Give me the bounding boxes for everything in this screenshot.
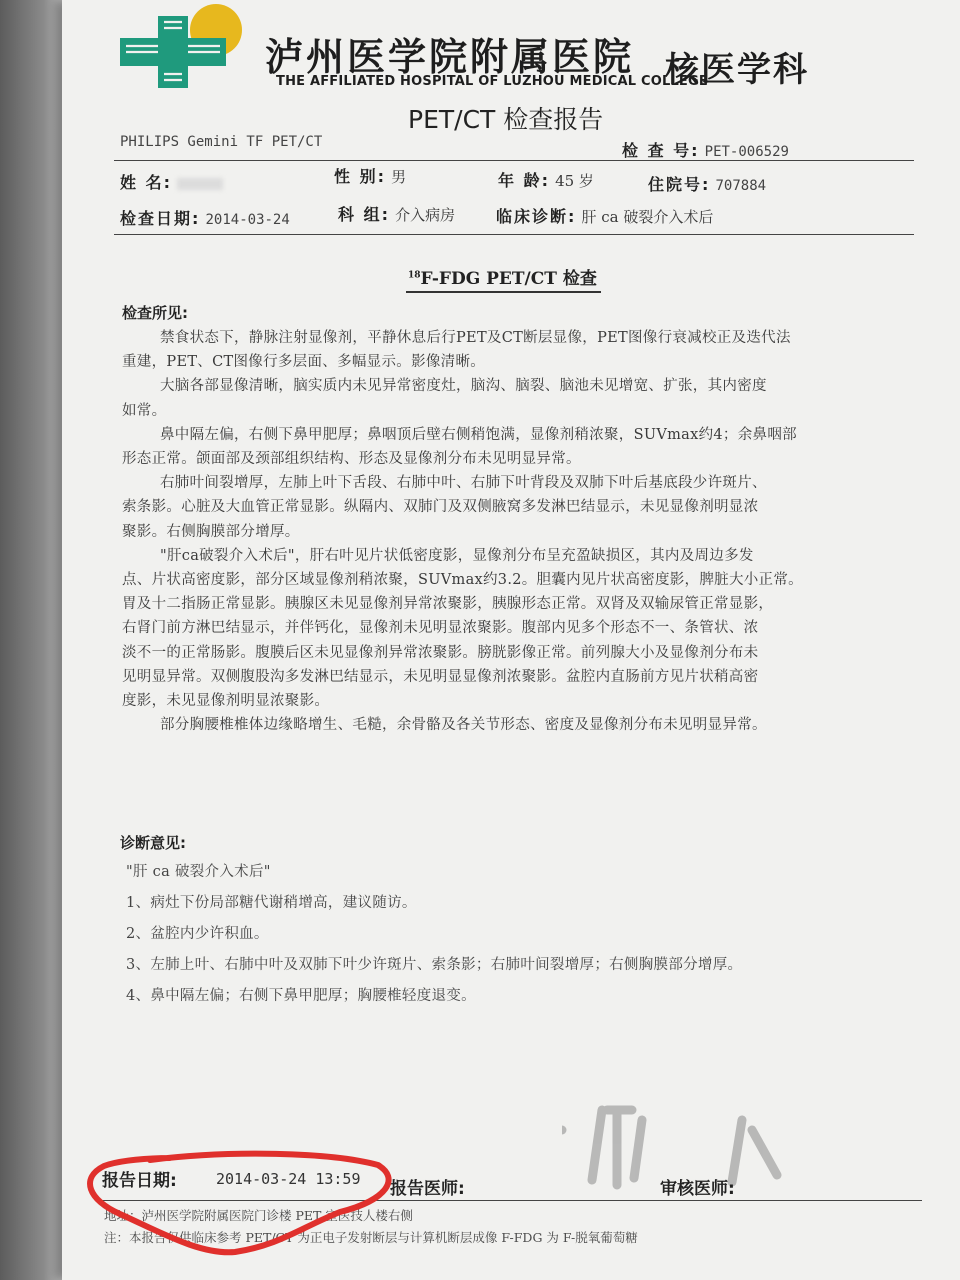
diagnosis-line: 1、病灶下份局部糖代谢稍增高，建议随访。 <box>126 895 417 911</box>
findings-line: 胃及十二指肠正常显影。胰腺区未见显像剂异常浓聚影，胰腺形态正常。双肾及双输尿管正常显影， <box>122 596 774 612</box>
ward-label: 科 组: <box>338 205 390 224</box>
exam-date <box>120 206 290 229</box>
findings-line: 右肺叶间裂增厚，左肺上叶下舌段、右肺中叶、右肺下叶背段及双肺下叶后基底段少许斑片、 <box>160 475 767 491</box>
exam-number-label: 检 查 号: <box>622 141 700 160</box>
hospital-name-cn: 泸州医学院附属医院 <box>265 35 635 79</box>
sex-value: 男 <box>391 168 407 186</box>
findings-line: 索条影。心脏及大血管正常显影。纵隔内、双肺门及双侧腋窝多发淋巴结显示，未见显像剂明显浓 <box>122 499 759 515</box>
footer-divider <box>102 1200 922 1201</box>
redacted-name <box>177 178 223 190</box>
report-page <box>62 0 960 1280</box>
hospital-name-en: THE AFFILIATED HOSPITAL OF LUZHOU MEDICAL COLLEGE <box>276 74 708 89</box>
clinical-diagnosis <box>496 204 713 227</box>
findings-line: 形态正常。颌面部及颈部组织结构、形态及显像剂分布未见明显异常。 <box>122 451 581 467</box>
age-value: 45 岁 <box>555 172 594 190</box>
department-name: 核医学科 <box>665 50 809 90</box>
age-label: 年 龄: <box>498 171 550 190</box>
isotope-mass: 18 <box>408 270 421 281</box>
findings-line: "肝ca破裂介入术后"，肝右叶见片状低密度影，显像剂分布呈充盈缺损区，其内及周边多发 <box>160 548 754 564</box>
sex-label: 性 别: <box>334 167 386 186</box>
diagnosis-line: 2、盆腔内少许积血。 <box>126 926 269 942</box>
inpatient-label: 住院号: <box>648 175 711 194</box>
report-date-value: 2014-03-24 13:59 <box>216 1170 361 1188</box>
findings-line: 点、片状高密度影，部分区域显像剂稍浓聚，SUVmax约3.2。胆囊内见片状高密度影，脾脏大小正常。 <box>122 572 803 588</box>
device-name: PHILIPS Gemini TF PET/CT <box>120 134 323 150</box>
diagnosis-line: "肝 ca 破裂介入术后" <box>126 864 271 880</box>
findings-line: 度影，未见显像剂明显浓聚影。 <box>122 693 330 709</box>
patient-age <box>498 168 594 191</box>
findings-line: 见明显异常。双侧腹股沟多发淋巴结显示，未见明显显像剂浓聚影。盆腔内直肠前方见片状稍高密 <box>122 669 759 685</box>
reviewer-label: 审核医师: <box>660 1179 735 1199</box>
patient-name <box>120 170 223 193</box>
clinical-value: 肝 ca 破裂介入术后 <box>581 208 714 226</box>
exam-number <box>622 138 789 161</box>
report-date-label: 报告日期: <box>102 1171 177 1191</box>
patient-sex <box>334 164 406 187</box>
diagnosis-line: 4、鼻中隔左偏；右侧下鼻甲肥厚；胸腰椎轻度退变。 <box>126 988 476 1004</box>
divider <box>114 160 914 161</box>
findings-line: 淡不一的正常肠影。腹膜后区未见显像剂异常浓聚影。膀胱影像正常。前列腺大小及显像剂分布未 <box>122 645 759 661</box>
exam-date-label: 检查日期: <box>120 209 201 228</box>
hospital-logo-icon <box>112 4 252 88</box>
findings-line: 部分胸腰椎椎体边缘略增生、毛糙，余骨骼及各关节形态、密度及显像剂分布未见明显异常。 <box>160 717 767 733</box>
name-label: 姓 名: <box>120 173 172 192</box>
book-binding <box>0 0 62 1280</box>
physician-label: 报告医师: <box>390 1179 465 1199</box>
findings-line: 聚影。右侧胸膜部分增厚。 <box>122 524 300 540</box>
findings-line: 重建，PET、CT图像行多层面、多幅显示。影像清晰。 <box>122 354 486 370</box>
exam-title-text: F-FDG PET/CT 检查 <box>420 269 597 289</box>
findings-line: 鼻中隔左偏，右侧下鼻甲肥厚；鼻咽顶后壁右侧稍饱满，显像剂稍浓聚，SUVmax约4；余鼻咽部 <box>160 427 797 443</box>
findings-line: 如常。 <box>122 403 167 419</box>
footer-address: 地址：泸州医学院附属医院门诊楼 PET 室医技人楼右侧 <box>104 1208 413 1223</box>
findings-line: 大脑各部显像清晰，脑实质内未见异常密度灶，脑沟、脑裂、脑池未见增宽、扩张，其内密度 <box>160 378 767 394</box>
findings-heading: 检查所见: <box>122 304 188 322</box>
footer-note: 注：本报告仅供临床参考 PET/CT 为正电子发射断层与计算机断层成像 F-FDG 为 F-脱氧葡萄糖 <box>104 1230 638 1245</box>
inpatient-number <box>648 172 766 195</box>
signature-stamp <box>562 1090 942 1200</box>
ward <box>338 202 455 225</box>
exam-date-value: 2014-03-24 <box>205 212 290 228</box>
ward-value: 介入病房 <box>395 206 456 224</box>
divider <box>114 234 914 235</box>
clinical-label: 临床诊断: <box>496 207 577 226</box>
diagnosis-line: 3、左肺上叶、右肺中叶及双肺下叶少许斑片、索条影；右肺叶间裂增厚；右侧胸膜部分增厚。 <box>126 957 743 973</box>
inpatient-value: 707884 <box>715 178 767 194</box>
diagnosis-heading: 诊断意见: <box>120 834 186 852</box>
findings-line: 右肾门前方淋巴结显示，并伴钙化，显像剂未见明显浓聚影。腹部内见多个形态不一、条管状、浓 <box>122 620 759 636</box>
exam-title <box>406 264 601 293</box>
report-title: PET/CT 检查报告 <box>408 105 604 134</box>
exam-number-value: PET-006529 <box>704 144 789 160</box>
findings-line: 禁食状态下，静脉注射显像剂，平静休息后行PET及CT断层显像，PET图像行衰减校正及迭代法 <box>160 330 791 346</box>
